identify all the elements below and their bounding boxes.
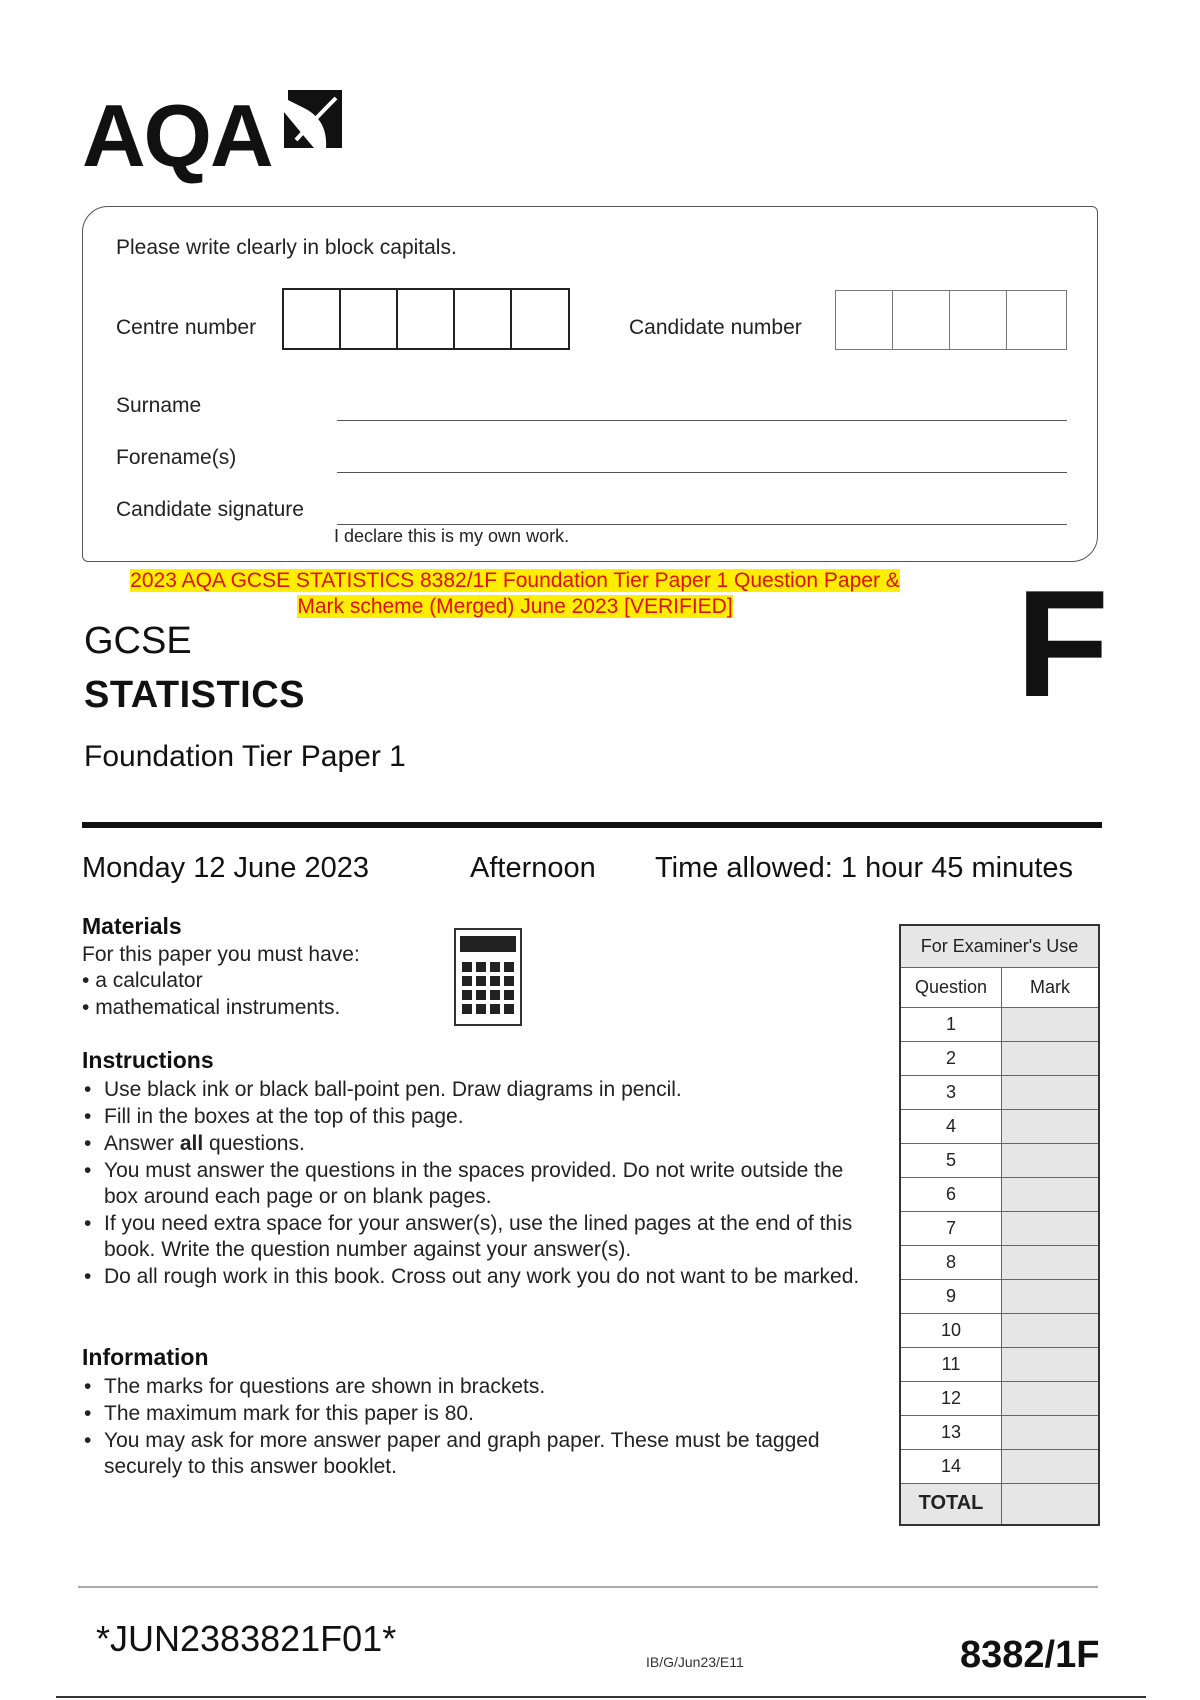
header-divider — [82, 822, 1102, 828]
centre-number-box[interactable] — [512, 290, 568, 348]
reference-code: IB/G/Jun23/E11 — [646, 1654, 744, 1670]
materials-heading: Materials — [82, 913, 182, 939]
question-number: 12 — [900, 1381, 1002, 1415]
candidate-number-boxes[interactable] — [835, 290, 1067, 350]
candidate-number-box[interactable] — [893, 291, 950, 349]
information-list — [82, 1374, 822, 1481]
question-column-header: Question — [900, 967, 1002, 1007]
question-number: 7 — [900, 1211, 1002, 1245]
information-item: • You may ask for more answer paper and graph paper. These must be tagged securely to this answer booklet. — [82, 1428, 822, 1480]
mark-cell[interactable] — [1002, 1143, 1100, 1177]
highlighted-document-title — [100, 568, 930, 620]
total-label: TOTAL — [900, 1483, 1002, 1525]
question-number: 13 — [900, 1415, 1002, 1449]
highlight-line-1: 2023 AQA GCSE STATISTICS 8382/1F Foundation Tier Paper 1 Question Paper & — [130, 569, 900, 592]
block-capitals-instruction: Please write clearly in block capitals. — [116, 236, 457, 259]
mark-cell[interactable] — [1002, 1415, 1100, 1449]
mark-cell[interactable] — [1002, 1313, 1100, 1347]
question-number: 11 — [900, 1347, 1002, 1381]
question-number: 6 — [900, 1177, 1002, 1211]
calculator-icon — [454, 928, 522, 1026]
candidate-number-box[interactable] — [950, 291, 1007, 349]
centre-number-box[interactable] — [455, 290, 512, 348]
mark-cell[interactable] — [1002, 1381, 1100, 1415]
question-number: 5 — [900, 1143, 1002, 1177]
forename-line[interactable] — [337, 472, 1067, 473]
materials-item: • a calculator — [82, 969, 203, 992]
exam-session: Afternoon — [470, 852, 596, 884]
question-number: 3 — [900, 1075, 1002, 1109]
instruction-item: • Do all rough work in this book. Cross out any work you do not want to be marked. — [82, 1264, 872, 1290]
instruction-item — [82, 1131, 872, 1157]
materials-item-text: mathematical instruments. — [95, 996, 341, 1019]
mark-cell[interactable] — [1002, 1279, 1100, 1313]
mark-cell[interactable] — [1002, 1211, 1100, 1245]
question-number: 2 — [900, 1041, 1002, 1075]
materials-item: • mathematical instruments. — [82, 996, 341, 1019]
subject-title: STATISTICS — [84, 674, 306, 716]
mark-cell[interactable] — [1002, 1347, 1100, 1381]
question-number: 14 — [900, 1449, 1002, 1483]
materials-intro: For this paper you must have: — [82, 943, 360, 966]
tier-letter: F — [1016, 559, 1109, 729]
mark-column-header: Mark — [1002, 967, 1100, 1007]
surname-label: Surname — [116, 394, 202, 417]
page-bottom-rule — [56, 1696, 1146, 1698]
centre-number-box[interactable] — [341, 290, 398, 348]
question-number: 4 — [900, 1109, 1002, 1143]
instruction-item: • Fill in the boxes at the top of this page. — [82, 1104, 872, 1130]
total-mark-cell[interactable] — [1002, 1483, 1100, 1525]
examiner-table-title: For Examiner's Use — [900, 925, 1099, 967]
mark-cell[interactable] — [1002, 1041, 1100, 1075]
instruction-item: • You must answer the questions in the spaces provided. Do not write outside the box around each page or on blank pages. — [82, 1158, 872, 1210]
instruction-text: Answer — [104, 1132, 180, 1155]
footer-divider — [78, 1586, 1098, 1588]
aqa-logo-mark-icon — [284, 90, 342, 148]
surname-line[interactable] — [337, 420, 1067, 421]
paper-title: Foundation Tier Paper 1 — [84, 740, 406, 773]
information-item: • The maximum mark for this paper is 80. — [82, 1401, 822, 1427]
materials-item-text: a calculator — [95, 969, 203, 992]
forename-label: Forename(s) — [116, 446, 237, 469]
instruction-item: • Use black ink or black ball-point pen. Draw diagrams in pencil. — [82, 1077, 872, 1103]
centre-number-box[interactable] — [284, 290, 341, 348]
instruction-item: • If you need extra space for your answer(s), use the lined pages at the end of this book. Write the question number against your answer(s). — [82, 1211, 872, 1263]
candidate-number-box[interactable] — [1007, 291, 1064, 349]
candidate-number-box[interactable] — [836, 291, 893, 349]
instruction-text: questions. — [203, 1132, 305, 1155]
question-number: 8 — [900, 1245, 1002, 1279]
qualification-title: GCSE — [84, 620, 192, 662]
declaration-text: I declare this is my own work. — [334, 526, 570, 546]
paper-code: 8382/1F — [960, 1634, 1100, 1676]
barcode-text: *JUN2383821F01* — [96, 1618, 397, 1659]
instructions-heading: Instructions — [82, 1047, 214, 1073]
information-item: • The marks for questions are shown in brackets. — [82, 1374, 822, 1400]
instruction-emphasis: all — [179, 1132, 204, 1155]
question-number: 1 — [900, 1007, 1002, 1041]
candidate-number-label: Candidate number — [629, 316, 802, 339]
information-heading: Information — [82, 1344, 209, 1370]
mark-cell[interactable] — [1002, 1449, 1100, 1483]
question-number: 9 — [900, 1279, 1002, 1313]
instructions-list — [82, 1077, 872, 1291]
mark-cell[interactable] — [1002, 1245, 1100, 1279]
signature-label: Candidate signature — [116, 498, 304, 521]
exam-date: Monday 12 June 2023 — [82, 852, 369, 884]
examiner-use-table — [899, 924, 1100, 1526]
question-number: 10 — [900, 1313, 1002, 1347]
centre-number-label: Centre number — [116, 316, 257, 339]
mark-cell[interactable] — [1002, 1109, 1100, 1143]
centre-number-box[interactable] — [398, 290, 455, 348]
centre-number-boxes[interactable] — [282, 288, 570, 350]
mark-cell[interactable] — [1002, 1075, 1100, 1109]
signature-line[interactable] — [337, 524, 1067, 525]
highlight-line-2: Mark scheme (Merged) June 2023 [VERIFIED] — [297, 595, 733, 618]
mark-cell[interactable] — [1002, 1007, 1100, 1041]
aqa-logo-text: AQA — [82, 86, 272, 185]
mark-cell[interactable] — [1002, 1177, 1100, 1211]
time-allowed: Time allowed: 1 hour 45 minutes — [655, 852, 1074, 884]
